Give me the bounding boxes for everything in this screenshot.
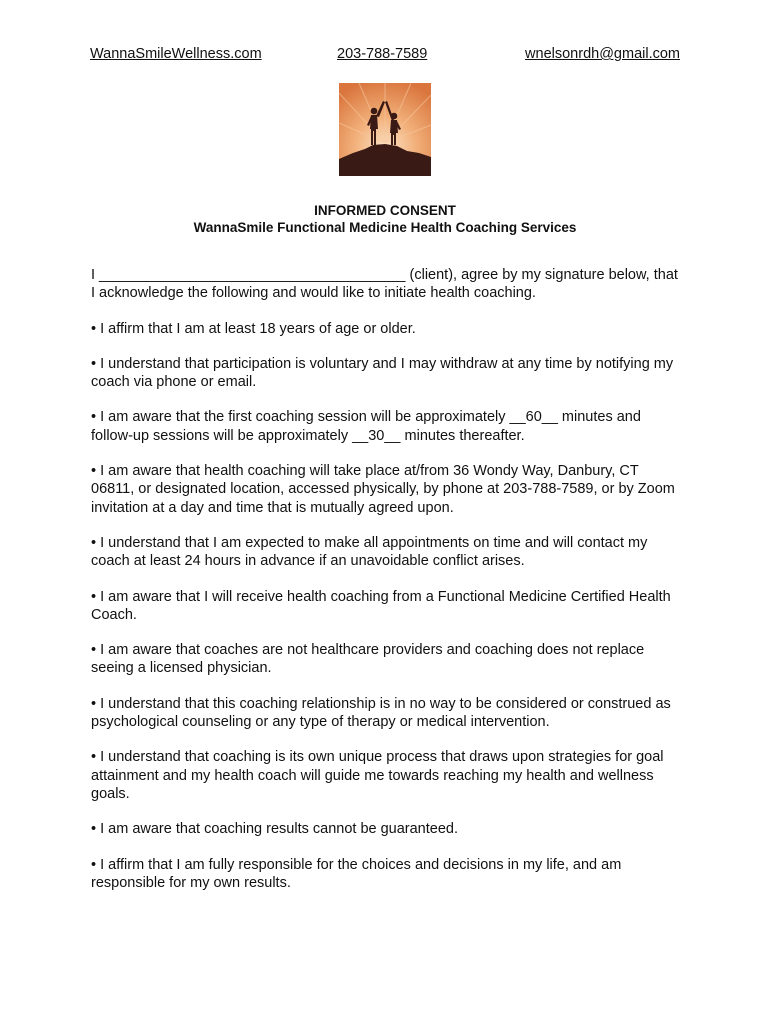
intro-statement: I ______________________________________ (client), agree by my signature below, that I acknowledge the following and would like to initiate health coaching. [91,267,678,302]
consent-item: • I understand that participation is voluntary and I may withdraw at any time by notifying my coach via phone or email. [91,355,674,391]
document-title [0,202,770,236]
consent-item: • I am aware that coaches are not healthcare providers and coaching does not replace seeing a licensed physician. [91,642,645,677]
consent-item: • I understand that this coaching relationship is in no way to be considered or construed as psychological counseling or any type of therapy or medical intervention. [91,695,671,731]
silhouette-high-five-sunburst-icon [339,83,431,176]
consent-item: • I am aware that the first coaching session will be approximately __60__ minutes and follow-up sessions will be approximately __30__ minutes thereafter. [91,409,641,444]
website-link[interactable]: WannaSmileWellness.com [90,46,262,62]
phone-link[interactable]: 203-788-7589 [337,46,428,62]
consent-item: • I am aware that coaching results cannot be guaranteed. [91,821,458,838]
consent-item: • I understand that coaching is its own unique process that draws upon strategies for goal attainment and my health coach will guide me towards reaching my health and wellness goals. [91,749,664,802]
page-header [90,46,680,66]
consent-item: • I am aware that I will receive health coaching from a Functional Medicine Certified Health Coach. [91,588,671,623]
consent-item: • I understand that I am expected to make all appointments on time and will contact my coach at least 24 hours in advance if an unavoidable conflict arises. [91,534,648,570]
consent-item: • I affirm that I am at least 18 years of age or older. [91,320,416,337]
title-line-1: INFORMED CONSENT [314,203,456,218]
consent-item: • I affirm that I am fully responsible for the choices and decisions in my life, and am responsible for my own results. [91,856,622,891]
email-link[interactable]: wnelsonrdh@gmail.com [525,46,680,62]
consent-body [91,266,681,909]
title-line-2: WannaSmile Functional Medicine Health Coaching Services [193,220,577,235]
consent-item: • I am aware that health coaching will take place at/from 36 Wondy Way, Danbury, CT 06811, or designated location, accessed physically, by phone at 203-788-7589, or by Zoom invitation at a day and time that is mutually agreed upon. [91,463,675,516]
